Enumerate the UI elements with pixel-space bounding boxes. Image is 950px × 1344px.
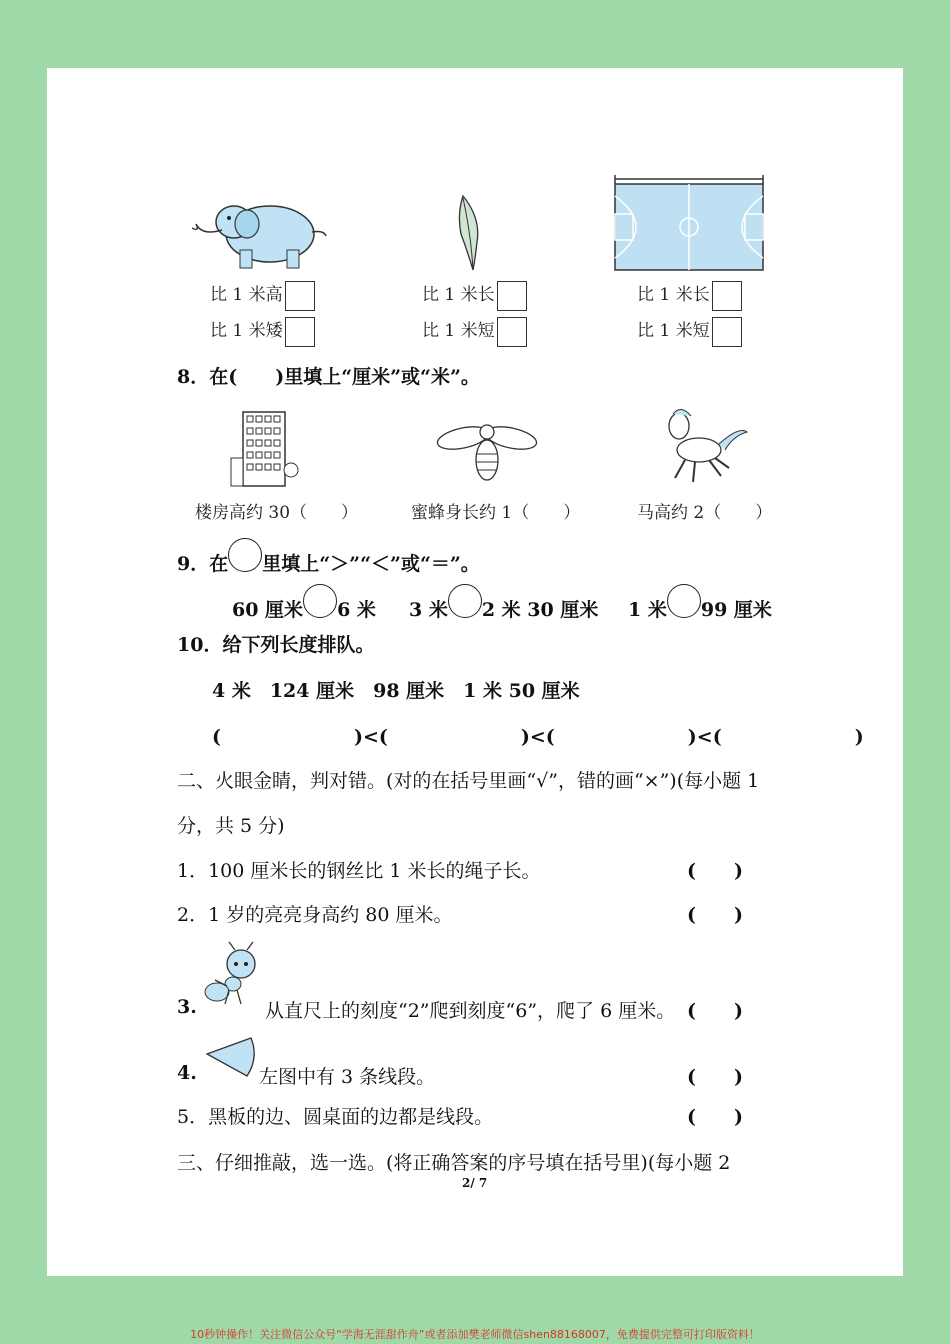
judge-answer-2[interactable]: ( ): [687, 904, 743, 926]
elephant-shorter: [210, 316, 315, 347]
judge-item-1: 1．100 厘米长的钢丝比 1 米长的绳子长。: [177, 860, 541, 882]
judge-item-3-number: 3.: [177, 996, 197, 1018]
judge-item-2: 2．1 岁的亮亮身高约 80 厘米。: [177, 904, 453, 926]
page-number: 2/ 7: [462, 1176, 488, 1190]
judge-item-4: 左图中有 3 条线段。: [259, 1066, 436, 1088]
q9-prefix: 9．在: [177, 553, 229, 575]
q9-title: [177, 548, 480, 582]
q9-item-2: [409, 594, 598, 628]
q9-item-left: 3 米: [409, 599, 448, 621]
promo-footer: 10秒钟操作！关注微信公众号“学海无涯甜作舟”或者添加樊老师微信shen88168007，免费提供完整可打印版资料！: [190, 1328, 760, 1341]
building-icon: [227, 408, 299, 488]
q9-item-left: 1 米: [628, 599, 667, 621]
horse-icon: [659, 406, 749, 486]
elephant-icon: [192, 192, 332, 272]
ant-icon: [201, 940, 265, 1008]
compare-circle-sample: [228, 538, 262, 572]
q8-item-building: 楼房高约 30（ ）: [195, 503, 359, 523]
q8-item-bee: 蜜蜂身长约 1（ ）: [411, 503, 581, 523]
court-longer: [637, 280, 742, 311]
answer-box[interactable]: [497, 317, 527, 347]
sector-shape-icon: [205, 1034, 257, 1078]
feather-longer: [422, 280, 527, 311]
judge-answer-5[interactable]: ( ): [687, 1106, 743, 1128]
section3-title: 三、仔细推敲，选一选。(将正确答案的序号填在括号里)(每小题 2: [177, 1152, 731, 1174]
judge-answer-3[interactable]: ( ): [687, 1000, 743, 1022]
judge-item-3: 从直尺上的刻度“2”爬到刻度“6”，爬了 6 厘米。: [265, 1000, 676, 1022]
elephant-shorter-label: 比 1 米矮: [210, 321, 283, 341]
q9-suffix: 里填上“＞”“＜”或“＝”。: [262, 553, 480, 575]
q10-title: 10．给下列长度排队。: [177, 634, 375, 656]
judge-answer-4[interactable]: ( ): [687, 1066, 743, 1088]
answer-box[interactable]: [712, 281, 742, 311]
q10-order-row[interactable]: ( )<( )<( )<( ): [212, 726, 864, 748]
judge-answer-1[interactable]: ( ): [687, 860, 743, 882]
answer-box[interactable]: [497, 281, 527, 311]
q9-item-1: [232, 594, 376, 628]
elephant-higher-label: 比 1 米高: [210, 285, 283, 305]
q10-lengths: 4 米 124 厘米 98 厘米 1 米 50 厘米: [212, 680, 580, 702]
court-shorter: [637, 316, 742, 347]
q9-item-right: 2 米 30 厘米: [481, 599, 599, 621]
compare-circle[interactable]: [448, 584, 482, 618]
feather-longer-label: 比 1 米长: [422, 285, 495, 305]
court-longer-label: 比 1 米长: [637, 285, 710, 305]
judge-item-4-number: 4.: [177, 1062, 197, 1084]
q8-item-horse: 马高约 2（ ）: [637, 503, 773, 523]
answer-box[interactable]: [712, 317, 742, 347]
compare-circle[interactable]: [303, 584, 337, 618]
judge-item-5: 5．黑板的边、圆桌面的边都是线段。: [177, 1106, 494, 1128]
compare-circle[interactable]: [667, 584, 701, 618]
feather-shorter-label: 比 1 米短: [422, 321, 495, 341]
q9-item-right: 99 厘米: [700, 599, 772, 621]
q9-item-left: 60 厘米: [232, 599, 304, 621]
basketball-court-icon: [613, 174, 765, 272]
q9-item-right: 6 米: [337, 599, 376, 621]
q9-item-3: [628, 594, 772, 628]
court-shorter-label: 比 1 米短: [637, 321, 710, 341]
elephant-higher: [210, 280, 315, 311]
answer-box[interactable]: [285, 281, 315, 311]
section2-title-line2: 分，共 5 分): [177, 815, 285, 837]
answer-box[interactable]: [285, 317, 315, 347]
worksheet-page: [47, 68, 903, 1276]
bee-icon: [435, 420, 539, 486]
feather-shorter: [422, 316, 527, 347]
feather-icon: [455, 194, 485, 272]
q8-title: 8．在( )里填上“厘米”或“米”。: [177, 366, 480, 388]
section2-title-line1: 二、火眼金睛，判对错。(对的在括号里画“√”，错的画“×”)(每小题 1: [177, 770, 760, 792]
